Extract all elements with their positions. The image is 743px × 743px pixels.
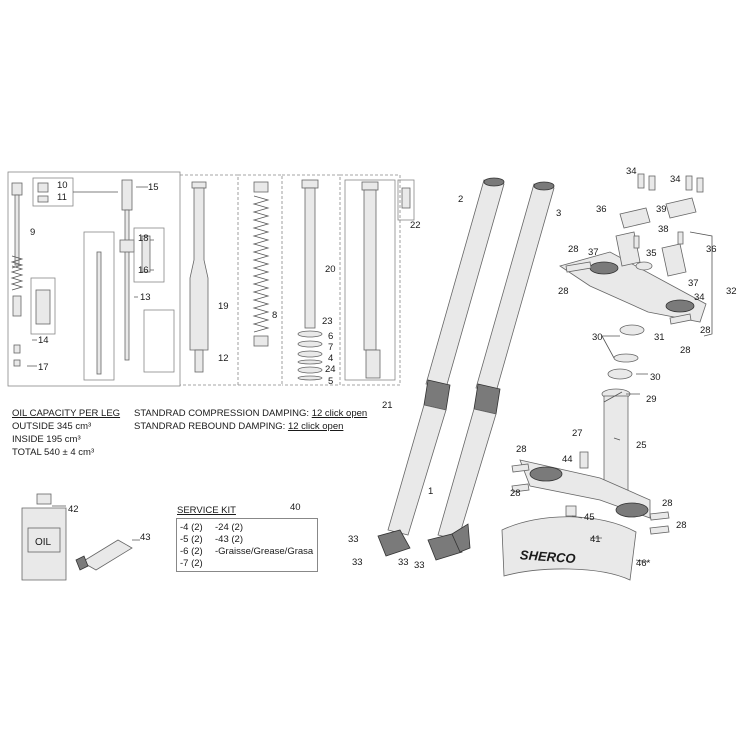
kit-item: -Graisse/Grease/Grasa bbox=[215, 546, 314, 557]
callout-27: 27 bbox=[572, 428, 583, 439]
damper-tube bbox=[190, 182, 208, 372]
callout-5: 5 bbox=[328, 376, 334, 387]
callout-28g: 28 bbox=[662, 498, 673, 509]
compression-damping-value: 12 click open bbox=[311, 408, 368, 419]
inner-cartridge bbox=[298, 180, 322, 380]
callout-37a: 37 bbox=[588, 247, 599, 258]
callout-3: 3 bbox=[556, 208, 562, 219]
cartridge-panel bbox=[8, 172, 180, 386]
kit-item: -5 (2) bbox=[180, 534, 203, 545]
callout-8: 8 bbox=[272, 310, 278, 321]
callout-10: 10 bbox=[57, 180, 68, 191]
callout-32: 32 bbox=[726, 286, 737, 297]
callout-7: 7 bbox=[328, 342, 334, 353]
callout-29: 29 bbox=[646, 394, 657, 405]
callout-38: 38 bbox=[658, 224, 669, 235]
callout-20: 20 bbox=[325, 264, 336, 275]
callout-25: 25 bbox=[636, 440, 647, 451]
callout-28d: 28 bbox=[680, 345, 691, 356]
kit-item: -4 (2) bbox=[180, 522, 203, 533]
callout-34b: 34 bbox=[670, 174, 681, 185]
callout-30a: 30 bbox=[592, 332, 603, 343]
oil-capacity-total: TOTAL 540 ± 4 cm³ bbox=[12, 447, 95, 458]
callout-18: 18 bbox=[138, 233, 149, 244]
callout-33c: 33 bbox=[398, 557, 409, 568]
callout-12: 12 bbox=[218, 353, 229, 364]
rebound-damping-label: STANDRAD REBOUND DAMPING: bbox=[134, 421, 286, 432]
compression-damping-label: STANDRAD COMPRESSION DAMPING: bbox=[134, 408, 310, 419]
callout-33b: 33 bbox=[352, 557, 363, 568]
callout-36a: 36 bbox=[596, 204, 607, 215]
service-kit-number: 40 bbox=[290, 502, 301, 513]
callout-34c: 34 bbox=[694, 292, 705, 303]
callout-4: 4 bbox=[328, 353, 334, 364]
callout-33a: 33 bbox=[348, 534, 359, 545]
callout-39: 39 bbox=[656, 204, 667, 215]
service-kit-title: SERVICE KIT bbox=[177, 505, 236, 516]
callout-24: 24 bbox=[325, 364, 336, 375]
callout-33d: 33 bbox=[414, 560, 425, 571]
service-kit-table bbox=[176, 518, 318, 572]
callout-46: 46* bbox=[636, 558, 651, 569]
callout-45: 45 bbox=[584, 512, 595, 523]
callout-36b: 36 bbox=[706, 244, 717, 255]
kit-item: -43 (2) bbox=[215, 534, 243, 545]
oil-capacity-heading: OIL CAPACITY PER LEG bbox=[12, 408, 121, 419]
oil-capacity-inside: INSIDE 195 cm³ bbox=[12, 434, 81, 445]
rebound-damping-value: 12 click open bbox=[287, 421, 344, 432]
callout-30b: 30 bbox=[650, 372, 661, 383]
callout-44: 44 bbox=[562, 454, 573, 465]
callout-28f: 28 bbox=[510, 488, 521, 499]
callout-28h: 28 bbox=[676, 520, 687, 531]
fork-legs bbox=[378, 178, 554, 560]
callout-13: 13 bbox=[140, 292, 151, 303]
callout-28e: 28 bbox=[516, 444, 527, 455]
oil-bottle-label: OIL bbox=[35, 537, 52, 548]
callout-23: 23 bbox=[322, 316, 333, 327]
callout-17: 17 bbox=[38, 362, 49, 373]
callout-35: 35 bbox=[646, 248, 657, 259]
callout-28c: 28 bbox=[700, 325, 711, 336]
callout-28a: 28 bbox=[568, 244, 579, 255]
callout-1: 1 bbox=[428, 486, 434, 497]
callout-31: 31 bbox=[654, 332, 665, 343]
callout-42: 42 bbox=[68, 504, 79, 515]
kit-item: -7 (2) bbox=[180, 558, 203, 569]
callout-34a: 34 bbox=[626, 166, 637, 177]
callout-19: 19 bbox=[218, 301, 229, 312]
callout-28b: 28 bbox=[558, 286, 569, 297]
callout-16: 16 bbox=[138, 265, 149, 276]
outer-leg-cutaway bbox=[362, 182, 380, 378]
kit-item: -6 (2) bbox=[180, 546, 203, 557]
callout-37b: 37 bbox=[688, 278, 699, 289]
compression-damping bbox=[134, 408, 367, 419]
callout-9: 9 bbox=[30, 227, 36, 238]
callout-15: 15 bbox=[148, 182, 159, 193]
callout-11: 11 bbox=[57, 192, 67, 203]
kit-item: -24 (2) bbox=[215, 522, 243, 533]
oil-capacity-outside: OUTSIDE 345 cm³ bbox=[12, 421, 92, 432]
callout-43: 43 bbox=[140, 532, 151, 543]
callout-22: 22 bbox=[410, 220, 421, 231]
callout-14: 14 bbox=[38, 335, 49, 346]
callout-41: 41 bbox=[590, 534, 601, 545]
callout-2: 2 bbox=[458, 194, 464, 205]
rebound-damping bbox=[134, 421, 343, 432]
callout-21: 21 bbox=[382, 400, 393, 411]
brand-band-text: SHERCO bbox=[519, 547, 577, 567]
callout-6: 6 bbox=[328, 331, 334, 342]
main-spring bbox=[254, 182, 268, 346]
